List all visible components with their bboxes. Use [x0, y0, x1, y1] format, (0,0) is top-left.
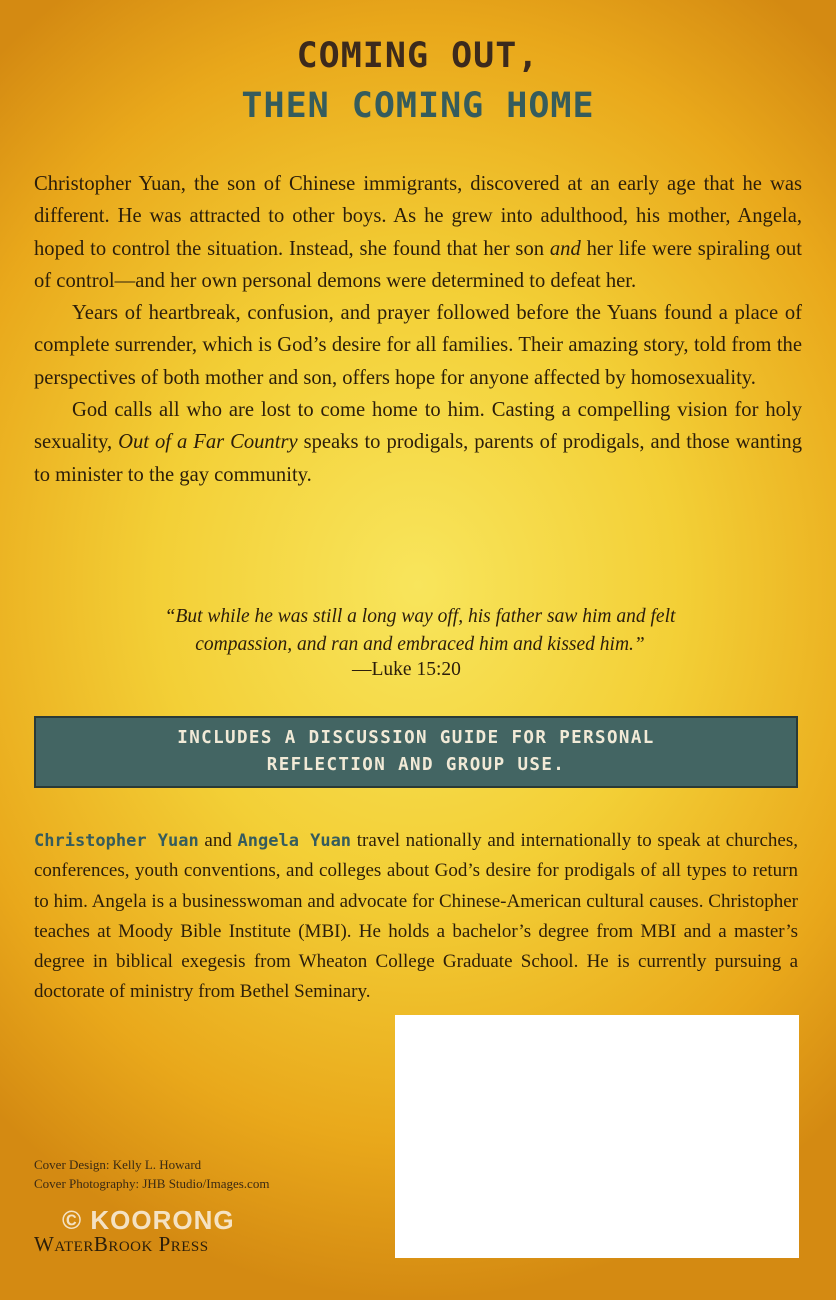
cover-credits: Cover Design: Kelly L. Howard Cover Photography: JHB Studio/Images.com — [34, 1157, 270, 1191]
scripture-quote: “But while he was still a long way off, his father saw him and felt compassion, and ran and embraced him and kissed him.” — [164, 606, 676, 655]
author-name-angela: Angela Yuan — [237, 831, 352, 851]
publisher-logo: WaterBrook Press — [34, 1232, 209, 1256]
description-paragraph-1: Christopher Yuan, the son of Chinese immigrants, discovered at an early age that he was different. He was attracted to other boys. As he grew into adulthood, his mother, Angela, hoped to control the situation. Instead, she found that her son and her life were spiraling out of control—and her own personal demons were determined to defeat her. — [34, 173, 803, 292]
author-name-christopher: Christopher Yuan — [34, 831, 199, 851]
headline-line-1: COMING OUT, — [296, 36, 540, 76]
discussion-guide-banner: INCLUDES A DISCUSSION GUIDE FOR PERSONAL REFLECTION AND GROUP USE. — [34, 716, 798, 788]
barcode-area — [395, 1015, 799, 1258]
description-paragraph-3: God calls all who are lost to come home to him. Casting a compelling vision for holy sexuality, Out of a Far Country speaks to prodigals, parents of prodigals, and those wanting to minister to the gay community. — [34, 399, 803, 486]
watermark: © KOORONG — [62, 1205, 235, 1235]
description — [34, 168, 802, 491]
author-bio: Christopher Yuan and Angela Yuan travel nationally and internationally to speak at churches, conferences, youth conventions, and colleges about God’s desire for prodigals of all types to return to him. Angela is a businesswoman and advocate for Chinese-American cultural causes. Christopher teaches at Moody Bible Institute (MBI). He holds a bachelor’s degree from MBI and a master’s degree in biblical exegesis from Wheaton College Graduate School. He is currently pursuing a doctorate of ministry from Bethel Seminary. — [34, 830, 799, 1003]
headline-line-2: THEN COMING HOME — [241, 86, 595, 126]
scripture-citation: —Luke 15:20 — [352, 659, 461, 680]
description-paragraph-2: Years of heartbreak, confusion, and prayer followed before the Yuans found a place of complete surrender, which is God’s desire for all families. Their amazing story, told from the perspectives of both mother and son, offers hope for anyone affected by homosexuality. — [34, 302, 802, 389]
